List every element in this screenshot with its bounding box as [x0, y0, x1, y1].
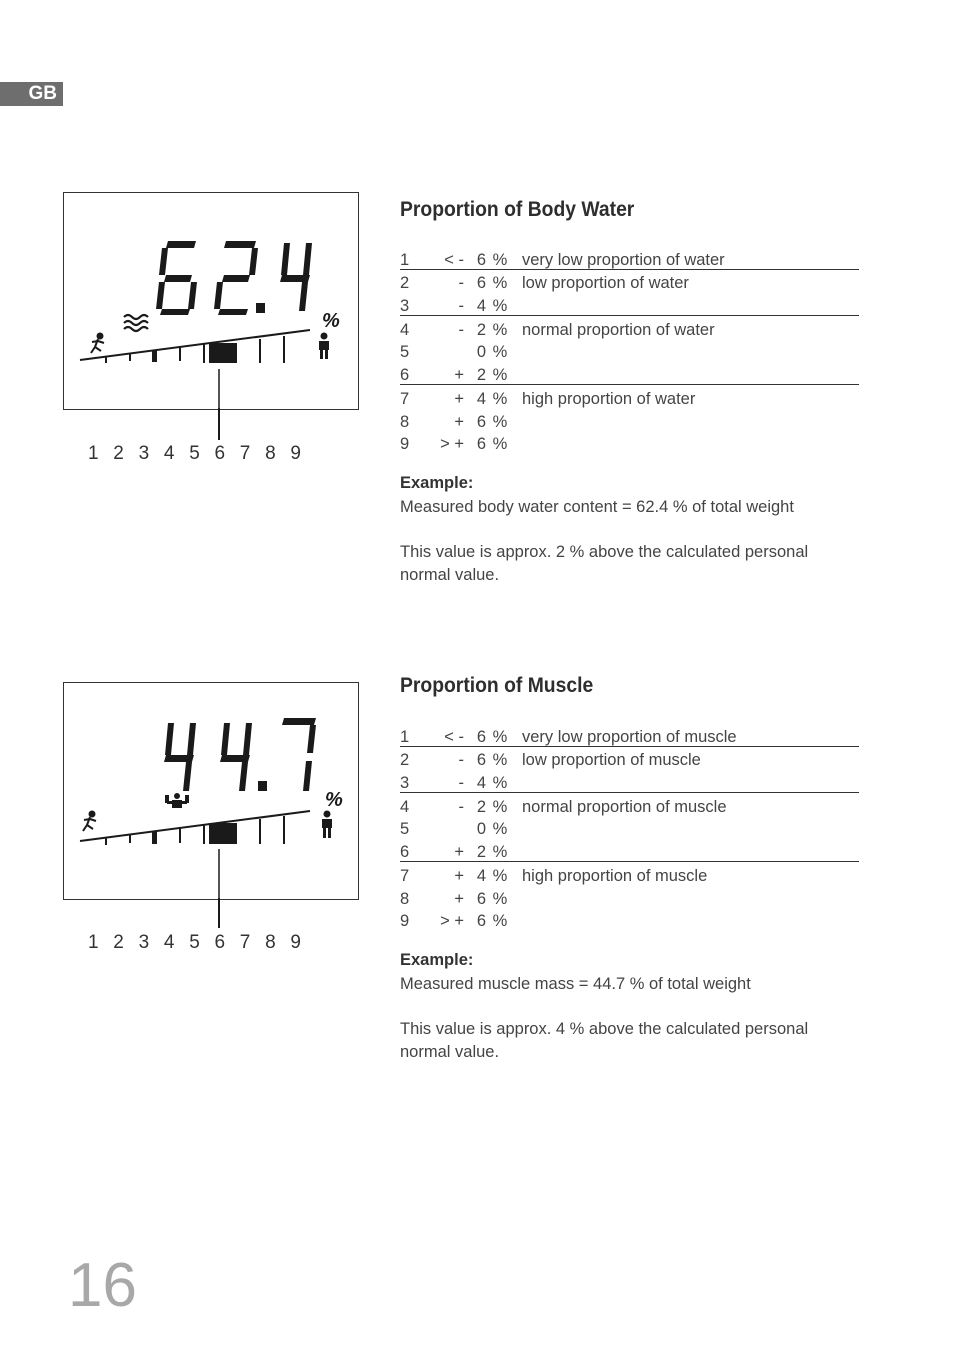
- grade-scale: [88, 443, 316, 465]
- grade-scale: [88, 932, 316, 954]
- scale-number: 6: [214, 443, 226, 464]
- scale-number: 8: [265, 932, 276, 953]
- table-row: 2 - 6 % low proportion of water: [400, 274, 689, 293]
- table-row: 5 0 %: [400, 820, 508, 839]
- table-row: 1 < - 6 % very low proportion of water: [400, 246, 859, 269]
- table-row: 6 + 2 %: [400, 838, 859, 861]
- example-label: Example:: [400, 951, 474, 969]
- table-row: 3 - 4 %: [400, 292, 859, 315]
- muscle-man-icon: [165, 793, 189, 808]
- table-row: 7 + 4 % high proportion of muscle: [400, 866, 708, 885]
- scale-number: 1: [88, 932, 99, 953]
- table-row: 1 < - 6 % very low proportion of muscle: [400, 723, 859, 746]
- lcd-display-muscle: [63, 682, 359, 900]
- grades-table-muscle: [400, 723, 859, 930]
- table-row: 9 > + 6 %: [400, 912, 508, 931]
- scale-number: 1: [88, 443, 99, 464]
- table-row: 8 + 6 %: [400, 889, 508, 908]
- percent-unit: %: [322, 310, 340, 332]
- bar-scale: [80, 811, 310, 845]
- scale-number: 9: [290, 932, 301, 953]
- table-row: 2 - 6 % low proportion of muscle: [400, 751, 701, 770]
- lcd-graphic: [64, 193, 360, 411]
- segment-digits: [156, 241, 312, 315]
- scale-number: 7: [239, 932, 251, 953]
- pointer-line-extension: [218, 408, 220, 440]
- lcd-display-body-water: [63, 192, 359, 410]
- table-row: 3 - 4 %: [400, 769, 859, 792]
- table-row: 8 + 6 %: [400, 412, 508, 431]
- scale-number: 3: [138, 932, 150, 953]
- table-row: 9 > + 6 %: [400, 435, 508, 454]
- scale-number: 3: [138, 443, 150, 464]
- example-label: Example:: [400, 474, 474, 492]
- table-row: 6 + 2 %: [400, 361, 859, 384]
- pointer-line-extension: [218, 898, 220, 928]
- note-text: This value is approx. 4 % above the calculated personal normal value.: [400, 1020, 809, 1061]
- note-text: This value is approx. 2 % above the calculated personal normal value.: [400, 543, 809, 584]
- example-text: Measured muscle mass = 44.7 % of total weight: [400, 975, 751, 993]
- segment-digits: [164, 718, 316, 791]
- page-number: 16: [68, 1251, 137, 1320]
- scale-number: 6: [214, 932, 226, 953]
- section-heading: Proportion of Muscle: [400, 674, 594, 697]
- running-man-icon: [83, 812, 96, 832]
- table-row: 4 - 2 % normal proportion of muscle: [400, 797, 727, 816]
- table-row: 7 + 4 % high proportion of water: [400, 389, 696, 408]
- scale-number: 4: [163, 932, 175, 953]
- grades-table-water: [400, 246, 859, 453]
- water-waves-icon: [124, 315, 148, 331]
- scale-number: 9: [290, 443, 301, 464]
- running-man-icon: [91, 334, 104, 354]
- scale-number: 8: [265, 443, 276, 464]
- table-row: 4 - 2 % normal proportion of water: [400, 320, 715, 339]
- scale-number: 5: [189, 932, 200, 953]
- bar-scale: [80, 330, 310, 363]
- scale-number: 4: [163, 443, 175, 464]
- example-text: Measured body water content = 62.4 % of total weight: [400, 498, 794, 516]
- section-heading: Proportion of Body Water: [400, 198, 635, 221]
- table-row: 5 0 %: [400, 343, 508, 362]
- lcd-graphic: [64, 683, 360, 901]
- language-tab: GB: [0, 82, 63, 106]
- person-standing-icon: [319, 333, 329, 360]
- percent-unit: %: [325, 789, 343, 811]
- scale-number: 2: [113, 443, 124, 464]
- scale-number: 7: [239, 443, 251, 464]
- scale-number: 5: [189, 443, 200, 464]
- person-standing-icon: [322, 811, 332, 839]
- scale-number: 2: [113, 932, 124, 953]
